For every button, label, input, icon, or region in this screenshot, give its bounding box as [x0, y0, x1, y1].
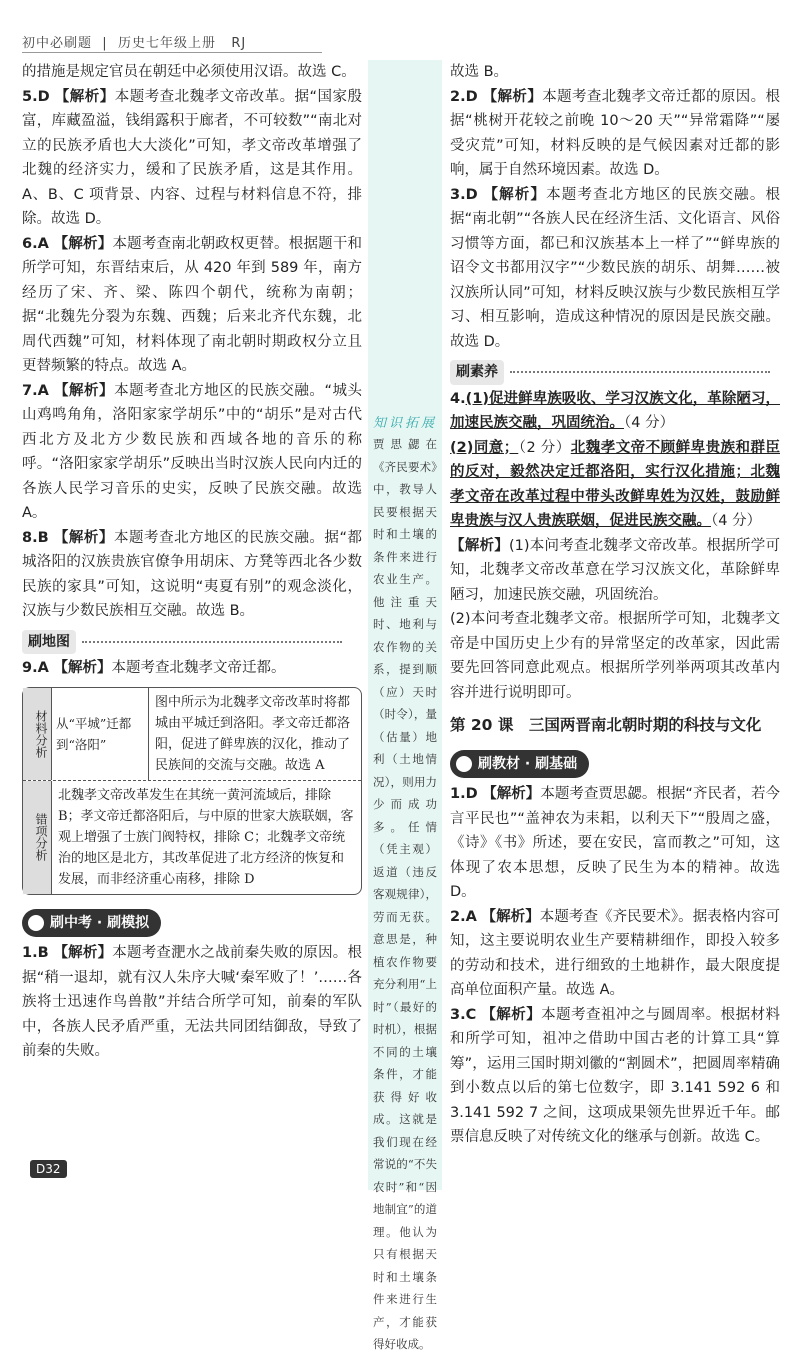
- banner-textbook: 刷教材 · 刷基础: [450, 750, 589, 779]
- mock-question-1: 1.B 【解析】本题考查淝水之战前秦失败的原因。根据“稍一退却，就有汉人朱序大喊‘秦军败了！’……各族将士迅速作鸟兽散”并结合所学可知，前秦的军队中，各族人民矛盾严重，无法共同团结御敌，导致了前秦的失败。: [22, 945, 363, 1059]
- dotted-rule: [510, 371, 770, 373]
- question-4-expl-1: 【解析】(1)本问考查北魏孝文帝改革。根据所学可知，北魏孝文帝改革意在学习汉族文化，革除鲜卑陋习，加速民族交融，巩固统治。: [450, 537, 781, 603]
- analysis-table: [22, 687, 362, 895]
- left-p0: 的措施是规定官员在朝廷中必须使用汉语。故选 C。: [22, 64, 356, 80]
- sidebar-text: 贾思勰在《齐民要术》中，教导人民要根据天时和土壤的条件来进行农业生产。他注重天时、地利与农作物的关系，提到顺（应）天时（时令），量（估量）地利（土地情况），则用力少而成功多。任情（凭主观）返道（违反客观规律），劳而无获。意思是，种植农作物要充分利用“上时”（最好的时机），根据不同的土壤条件，才能获得好收成。这就是我们现在经常说的“不失农时”和“因地制宜”的道理。他认为只有根据天时和土壤条件来进行生产，才能获得好收成。: [373, 437, 437, 1351]
- basic-question-2: 2.A 【解析】本题考查《齐民要术》。据表格内容可知，这主要说明农业生产要精耕细作，即投入较多的劳动和技术，进行细致的土地耕作，最大限度提高单位面积产量。故选 A。: [450, 908, 781, 998]
- basic-question-1: 1.D 【解析】本题考查贾思勰。根据“齐民者，若今言平民也”“盖神农为耒耜，以利天下”“殷周之盛，《诗》《书》所述，要在安民，富而教之”可知，这体现了农本思想，反映了民生为本的精神。故选 D。: [450, 786, 781, 900]
- pencil-icon: [28, 915, 44, 931]
- left-column: [22, 60, 362, 1064]
- analysis-row-wrong: 错项分析 北魏孝文帝改革发生在其统一黄河流域后，排除 B；孝文帝迁都洛阳后，与中原的世家大族联姻，客观上增强了士族门阀特权，排除 C；北魏孝文帝统治的地区是北方，其改革促进了北方经济的恢复和发展，而非经济重心南移，排除 D: [23, 781, 361, 894]
- question-3: 3.D 【解析】本题考查北方地区的民族交融。根据“南北朝”“各族人民在经济生活、文化语言、风俗习惯等方面，都已和汉族基本上一样了”“鲜卑族的诏令文书都用汉字”“少数民族的胡乐、胡舞……被汉族所认同”可知，材料反映汉族与少数民族相互学习、相互影响，造成这种情况的原因是民族交融。故选 D。: [450, 186, 781, 350]
- question-5: 5.D 【解析】本题考查北魏孝文帝改革。据“国家殷富，库藏盈溢，钱绢露积于廊者，不可较数”“南北对立的民族矛盾也大大淡化”可知，孝文帝改革增强了北魏的经济实力，缓和了民族矛盾，这是其作用。A、B、C 项背景、内容、过程与材料信息不符，排除。故选 D。: [22, 88, 363, 227]
- section-map: 刷地图: [22, 624, 362, 657]
- sidebar-title: 知识拓展: [372, 416, 437, 431]
- header-subject: 历史七年级上册: [117, 36, 216, 51]
- right-p0: 故选 B。: [450, 64, 509, 80]
- header-edition: RJ: [231, 36, 247, 51]
- question-6: 6.A 【解析】本题考查南北朝政权更替。根据题干和所学可知，东晋结束后，从 420 年到 589 年，南方经历了宋、齐、梁、陈四个朝代，统称为南朝；据“北魏先分裂为东魏、西魏；后来北齐代东魏，北周代西魏”可知，材料体现了南北朝时期政权分立且更替频繁的特点。故选 A。: [22, 235, 363, 374]
- question-4: 4.(1)促进鲜卑族吸收、学习汉族文化，革除陋习，加速民族交融，巩固统治。（4 分）: [450, 390, 780, 431]
- question-4-expl-2: (2)本问考查北魏孝文帝。根据所学可知，北魏孝文帝是中国历史上少有的异常坚定的改革家，因此需要先回答同意此观点。根据所学列举两项其改革内容并进行说明即可。: [450, 611, 780, 701]
- page-header: 初中必刷题 | 历史七年级上册 RJ: [22, 32, 246, 51]
- header-book: 初中必刷题: [22, 36, 93, 51]
- lesson-title: 第 20 课 三国两晋南北朝时期的科技与文化: [450, 716, 762, 734]
- basic-question-3: 3.C 【解析】本题考查祖冲之与圆周率。根据材料和所学可知，祖冲之借助中国古老的计算工具“算筹”，运用三国时期刘徽的“割圆术”，把圆周率精确到小数点以后的第七位数字，即 3.141 592 6 和 3.141 592 7 之间，这项成果领先世界近千年。邮票信息反映了对传统文化的继承与创新。故选 C。: [450, 1006, 781, 1145]
- question-7: 7.A 【解析】本题考查北方地区的民族交融。“城头山鸡鸣角角，洛阳家家学胡乐”中的“胡乐”是对古代西北方及北方少数民族和西域各地的音乐的称呼。“洛阳家家学胡乐”反映出当时汉族人民向内迁的各族人民学习音乐的史实，反映了民族交融。故选 A。: [22, 382, 363, 521]
- knowledge-sidebar: [368, 60, 442, 1351]
- question-8: 8.B 【解析】本题考查北方地区的民族交融。据“都城洛阳的汉族贵族官僚争用胡床、方凳等西北各少数民族的家具”可知，这说明“夷夏有别”的观念淡化，汉族与少数民族相互交融。故选 B。: [22, 529, 363, 619]
- question-9: 9.A 【解析】本题考查北魏孝文帝迁都。: [22, 660, 286, 676]
- analysis-row-material: 材料分析 从“平城”迁都到“洛阳” 图中所示为北魏孝文帝改革时将都城由平城迁到洛阳。孝文帝迁都洛阳，促进了鲜卑族的汉化，推动了民族间的交流与交融。故选 A: [23, 688, 361, 781]
- question-2: 2.D 【解析】本题考查北魏孝文帝迁都的原因。根据“桃树开花较之前晚 10～20 天”“异常霜降”“屡受灾荒”可知，材料反映的是气候因素对迁都的影响，属于自然环境因素。故选 D。: [450, 88, 781, 178]
- page-number: D32: [30, 1160, 67, 1178]
- section-literacy: 刷素养: [450, 354, 780, 387]
- banner-exam: 刷中考 · 刷模拟: [22, 909, 161, 938]
- header-rule: [22, 52, 322, 53]
- pencil-icon: [456, 756, 472, 772]
- question-4-part2: (2)同意；（2 分）北魏孝文帝不顾鲜卑贵族和群臣的反对，毅然决定迁都洛阳，实行汉化措施；北魏孝文帝在改革过程中带头改鲜卑姓为汉姓，鼓励鲜卑贵族与汉人贵族联姻，促进民族交融。（4 分）: [450, 439, 780, 529]
- right-column: [450, 60, 780, 1150]
- dotted-rule: [82, 641, 342, 643]
